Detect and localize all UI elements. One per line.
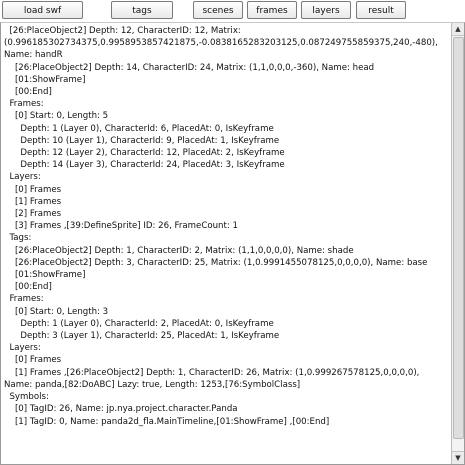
result-button[interactable]: result <box>356 1 406 19</box>
scenes-button[interactable]: scenes <box>193 1 243 19</box>
output-text: [26:PlaceObject2] Depth: 12, CharacterID: 12, Matrix: (0.996185302734375,0.9958953857421875,-0.0838165283203125,0.087249755859375,240,-480), Name: handR [26:PlaceObject2] Depth: 14, CharacterID: 24, Matrix: (1,1,0,0,0,-360), Name: head [01:ShowFrame] [00:End] Frames: [0] Start: 0, Length: 5 Depth: 1 (Layer 0), CharacterId: 6, PlacedAt: 0, IsKeyframe Depth: 10 (Layer 1), CharacterId: 9, PlacedAt: 1, IsKeyframe Depth: 12 (Layer 2), CharacterId: 12, PlacedAt: 2, IsKeyframe Depth: 14 (Layer 3), CharacterId: 24, PlacedAt: 3, IsKeyframe Layers: [0] Frames [1] Frames [2] Frames [3] Frames ,[39:DefineSprite] ID: 26, FrameCount: 1 Tags: [26:PlaceObject2] Depth: 1, CharacterID: 2, Matrix: (1,1,0,0,0,0), Name: shade [26:PlaceObject2] Depth: 3, CharacterID: 25, Matrix: (1,0.9991455078125,0,0,0,0), Name: base [01:ShowFrame] [00:End] Frames: [0] Start: 0, Length: 3 Depth: 1 (Layer 0), CharacterId: 2, PlacedAt: 0, IsKeyframe Depth: 3 (Layer 1), CharacterId: 25, PlacedAt: 1, IsKeyframe Layers: [0] Frames [1] Frames ,[26:PlaceObject2] Depth: 1, CharacterID: 26, Matrix: (1,0.999267578125,0,0,0,0), Name: panda,[82:DoABC] Lazy: true, Length: 1253,[76:SymbolClass] Symbols: [0] TagID: 26, Name: jp.nya.project.character.Panda [1] TagID: 0, Name: panda2d_fla.MainTimeline,[01:ShowFrame] ,[00:End] <box>4 26 438 427</box>
load-swf-button[interactable]: load swf <box>2 1 83 19</box>
scroll-up-icon[interactable]: ▲ <box>452 23 464 36</box>
scrollbar-thumb[interactable] <box>453 37 464 439</box>
layers-button[interactable]: layers <box>301 1 351 19</box>
scroll-down-icon[interactable]: ▼ <box>452 451 464 464</box>
tags-button[interactable]: tags <box>111 1 173 19</box>
output-text-area[interactable] <box>0 22 465 465</box>
frames-button[interactable]: frames <box>247 1 297 19</box>
vertical-scrollbar[interactable] <box>451 23 464 464</box>
toolbar <box>0 0 465 22</box>
